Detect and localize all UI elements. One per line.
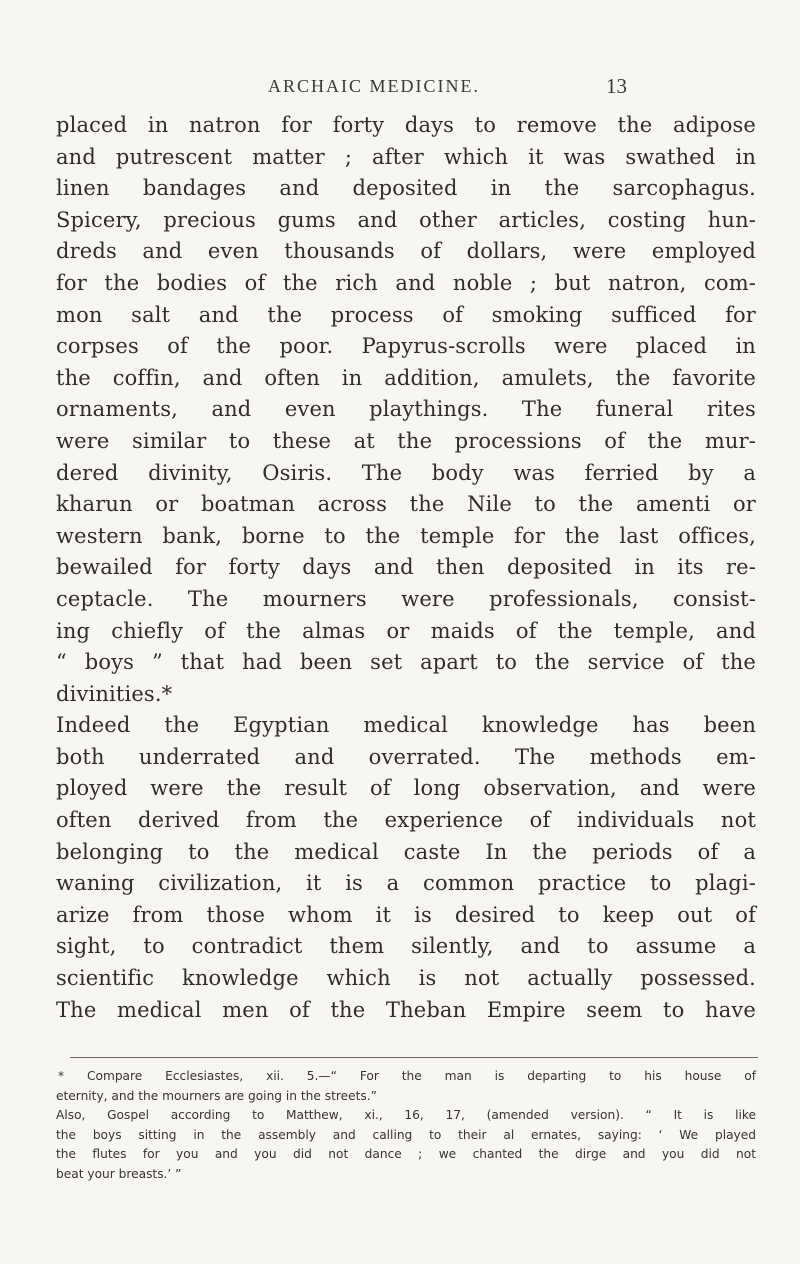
text-line: ceptacle. The mourners were professionals, consist-	[56, 586, 756, 611]
text-line: arize from those whom it is desired to keep out of	[56, 902, 756, 927]
text-line: The medical men of the Theban Empire seem to have	[56, 997, 756, 1022]
footnotes	[56, 1067, 756, 1185]
footnote-line: the flutes for you and you did not dance ; we chanted the dirge and you did not	[56, 1147, 756, 1162]
running-title: ARCHAIC MEDICINE.	[268, 76, 480, 96]
text-line: kharun or boatman across the Nile to the amenti or	[56, 492, 756, 517]
text-line: for the bodies of the rich and noble ; but natron, com-	[56, 270, 756, 295]
text-line: belonging to the medical caste In the periods of a	[56, 839, 756, 864]
text-line: linen bandages and deposited in the sarcophagus.	[56, 176, 756, 201]
text-line: waning civilization, it is a common practice to plagi-	[56, 871, 756, 896]
text-line: bewailed for forty days and then deposited in its re-	[56, 555, 756, 580]
text-line: ployed were the result of long observation, and were	[56, 776, 756, 801]
text-line: scientific knowledge which is not actually possessed.	[56, 966, 756, 991]
text-line: often derived from the experience of individuals not	[56, 808, 756, 833]
text-line: corpses of the poor. Papyrus-scrolls were placed in	[56, 334, 756, 359]
text-line: dered divinity, Osiris. The body was ferried by a	[56, 460, 756, 485]
text-line: both underrated and overrated. The methods em-	[56, 744, 756, 769]
text-line: dreds and even thousands of dollars, were employed	[56, 239, 756, 264]
text-line: ornaments, and even playthings. The funeral rites	[56, 397, 756, 422]
footnote-line: beat your breasts.’ ”	[56, 1166, 182, 1181]
text-line: placed in natron for forty days to remove the adipose	[56, 113, 756, 137]
text-line: ing chiefly of the almas or maids of the temple, and	[56, 618, 756, 643]
running-head	[0, 76, 800, 106]
text-line: sight, to contradict them silently, and to assume a	[56, 934, 756, 959]
footnote-line: * Compare Ecclesiastes, xii. 5.—“ For the man is departing to his house of	[58, 1069, 756, 1083]
text-line: Spicery, precious gums and other articles, costing hun-	[56, 207, 756, 232]
footnote-line: eternity, and the mourners are going in the streets.”	[56, 1088, 377, 1103]
footnote-line: Also, Gospel according to Matthew, xi., 16, 17, (amended version). “ It is like	[56, 1108, 756, 1123]
text-line: mon salt and the process of smoking sufficed for	[56, 302, 756, 327]
text-line: and putrescent matter ; after which it was swathed in	[56, 144, 756, 169]
text-line: western bank, borne to the temple for the last offices,	[56, 523, 756, 548]
text-line: “ boys ” that had been set apart to the service of the	[56, 650, 756, 675]
body-text	[56, 110, 756, 1026]
text-line: the coffin, and often in addition, amulets, the favorite	[56, 365, 756, 390]
text-line: Indeed the Egyptian medical knowledge has been	[56, 713, 756, 738]
footnote-line: the boys sitting in the assembly and calling to their al ernates, saying: ‘ We played	[56, 1127, 756, 1142]
text-line: were similar to these at the processions of the mur-	[56, 428, 756, 453]
footnote-divider	[70, 1057, 758, 1058]
text-line: divinities.*	[56, 681, 173, 706]
page-number: 13	[606, 74, 627, 98]
